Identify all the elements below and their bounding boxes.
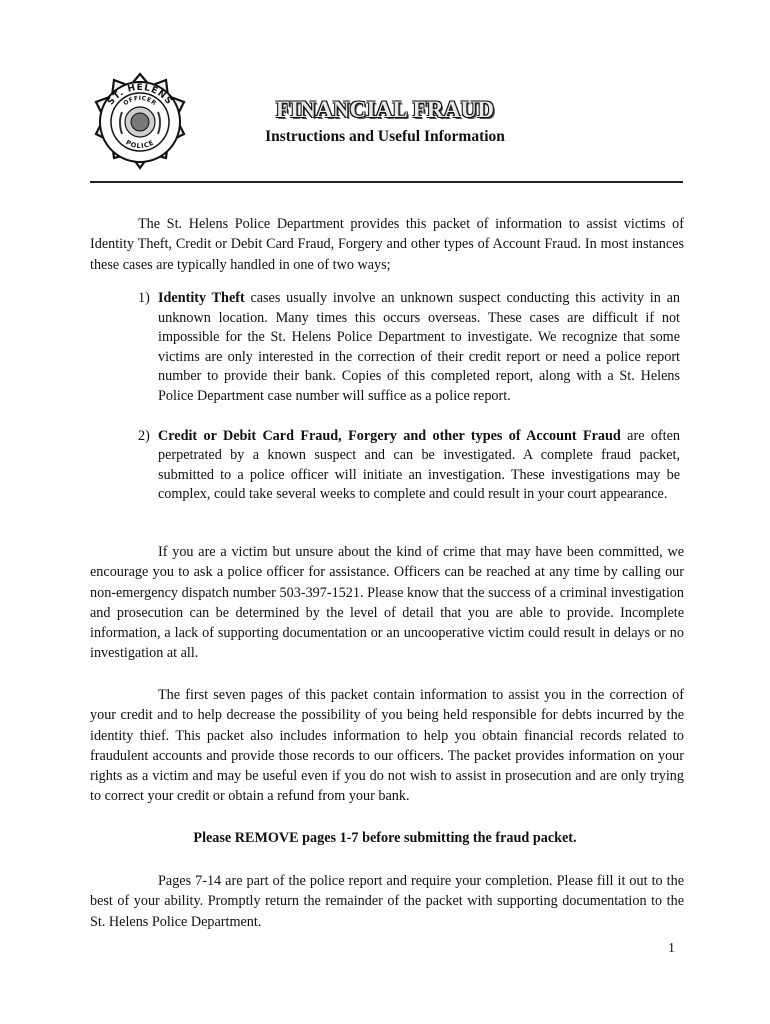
victim-paragraph bbox=[90, 542, 684, 664]
intro-text: The St. Helens Police Department provides this packet of information to assist victims of Identity Theft, Credit or Debit Card Fraud, Forgery and other types of Account Fraud. In most instances these cases are typically handled in one of two ways; bbox=[90, 216, 684, 273]
victim-text: If you are a victim but unsure about the kind of crime that may have been committed, we encourage you to ask a police officer for assistance. Officers can be reached at any time by calling our non-emergency dispatch number 503-397-1521. Please know that the success of a criminal investigation and prosecution can be determined by the level of detail that you are able to provide. Incomplete information, a lack of supporting documentation or an uncooperative victim could result in delays or no investigation at all. bbox=[90, 544, 684, 662]
packet-pages-paragraph bbox=[90, 685, 684, 807]
intro-paragraph bbox=[90, 214, 684, 275]
list-item-number: 1) bbox=[138, 290, 150, 306]
packet-pages-text: The first seven pages of this packet contain information to assist you in the correction of your credit and to help decrease the possibility of you being held responsible for debts incurred by the identity thief. This packet also includes information to help you obtain financial records related to fraudulent accounts and provide those records to our officers. The packet provides information on your rights as a victim and may be useful even if you do not wish to assist in prosecution and are only trying to correct your credit or obtain a refund from your bank. bbox=[90, 687, 684, 805]
badge-mid-text: OFFICER bbox=[122, 94, 158, 108]
page-subtitle: Instructions and Useful Information bbox=[265, 128, 505, 145]
case-type-list bbox=[90, 289, 680, 505]
page-title: FINANCIAL FRAUD bbox=[275, 97, 495, 122]
list-item bbox=[90, 289, 680, 407]
list-item bbox=[90, 427, 680, 505]
page-number: 1 bbox=[668, 941, 675, 956]
list-item-number: 2) bbox=[138, 427, 150, 444]
completion-paragraph bbox=[90, 871, 684, 932]
remove-pages-notice: Please REMOVE pages 1-7 before submitting the fraud packet. bbox=[193, 830, 577, 846]
list-item-heading: Credit or Debit Card Fraud, Forgery and other types of Account Fraud bbox=[158, 427, 621, 444]
header-divider bbox=[90, 181, 683, 183]
list-item-text: are often perpetrated by a known suspect and can be investigated. A complete fraud packet, submitted to a police officer will initiate an investigation. These investigations may be complex, could take several weeks to complete and could result in your court appearance. bbox=[158, 427, 680, 503]
list-item-heading: Identity Theft bbox=[158, 290, 245, 306]
completion-text: Pages 7-14 are part of the police report and require your completion. Please fill it out to the best of your ability. Promptly return the remainder of the packet with supporting documentation to the St. Helens Police Department. bbox=[90, 873, 684, 930]
badge-top-text: ST. HELENS bbox=[105, 82, 175, 108]
list-item-text: cases usually involve an unknown suspect conducting this activity in an unknown location. Many times this occurs overseas. These cases are difficult if not impossible for the St. Helens Police Department to investigate. We recognize that some victims are only interested in the correction of their credit report or need a police report number to provide their bank. Copies of this completed report, along with a St. Helens Police Department case number will suffice as a police report. bbox=[158, 290, 680, 404]
badge-bottom-text: POLICE bbox=[124, 138, 156, 151]
